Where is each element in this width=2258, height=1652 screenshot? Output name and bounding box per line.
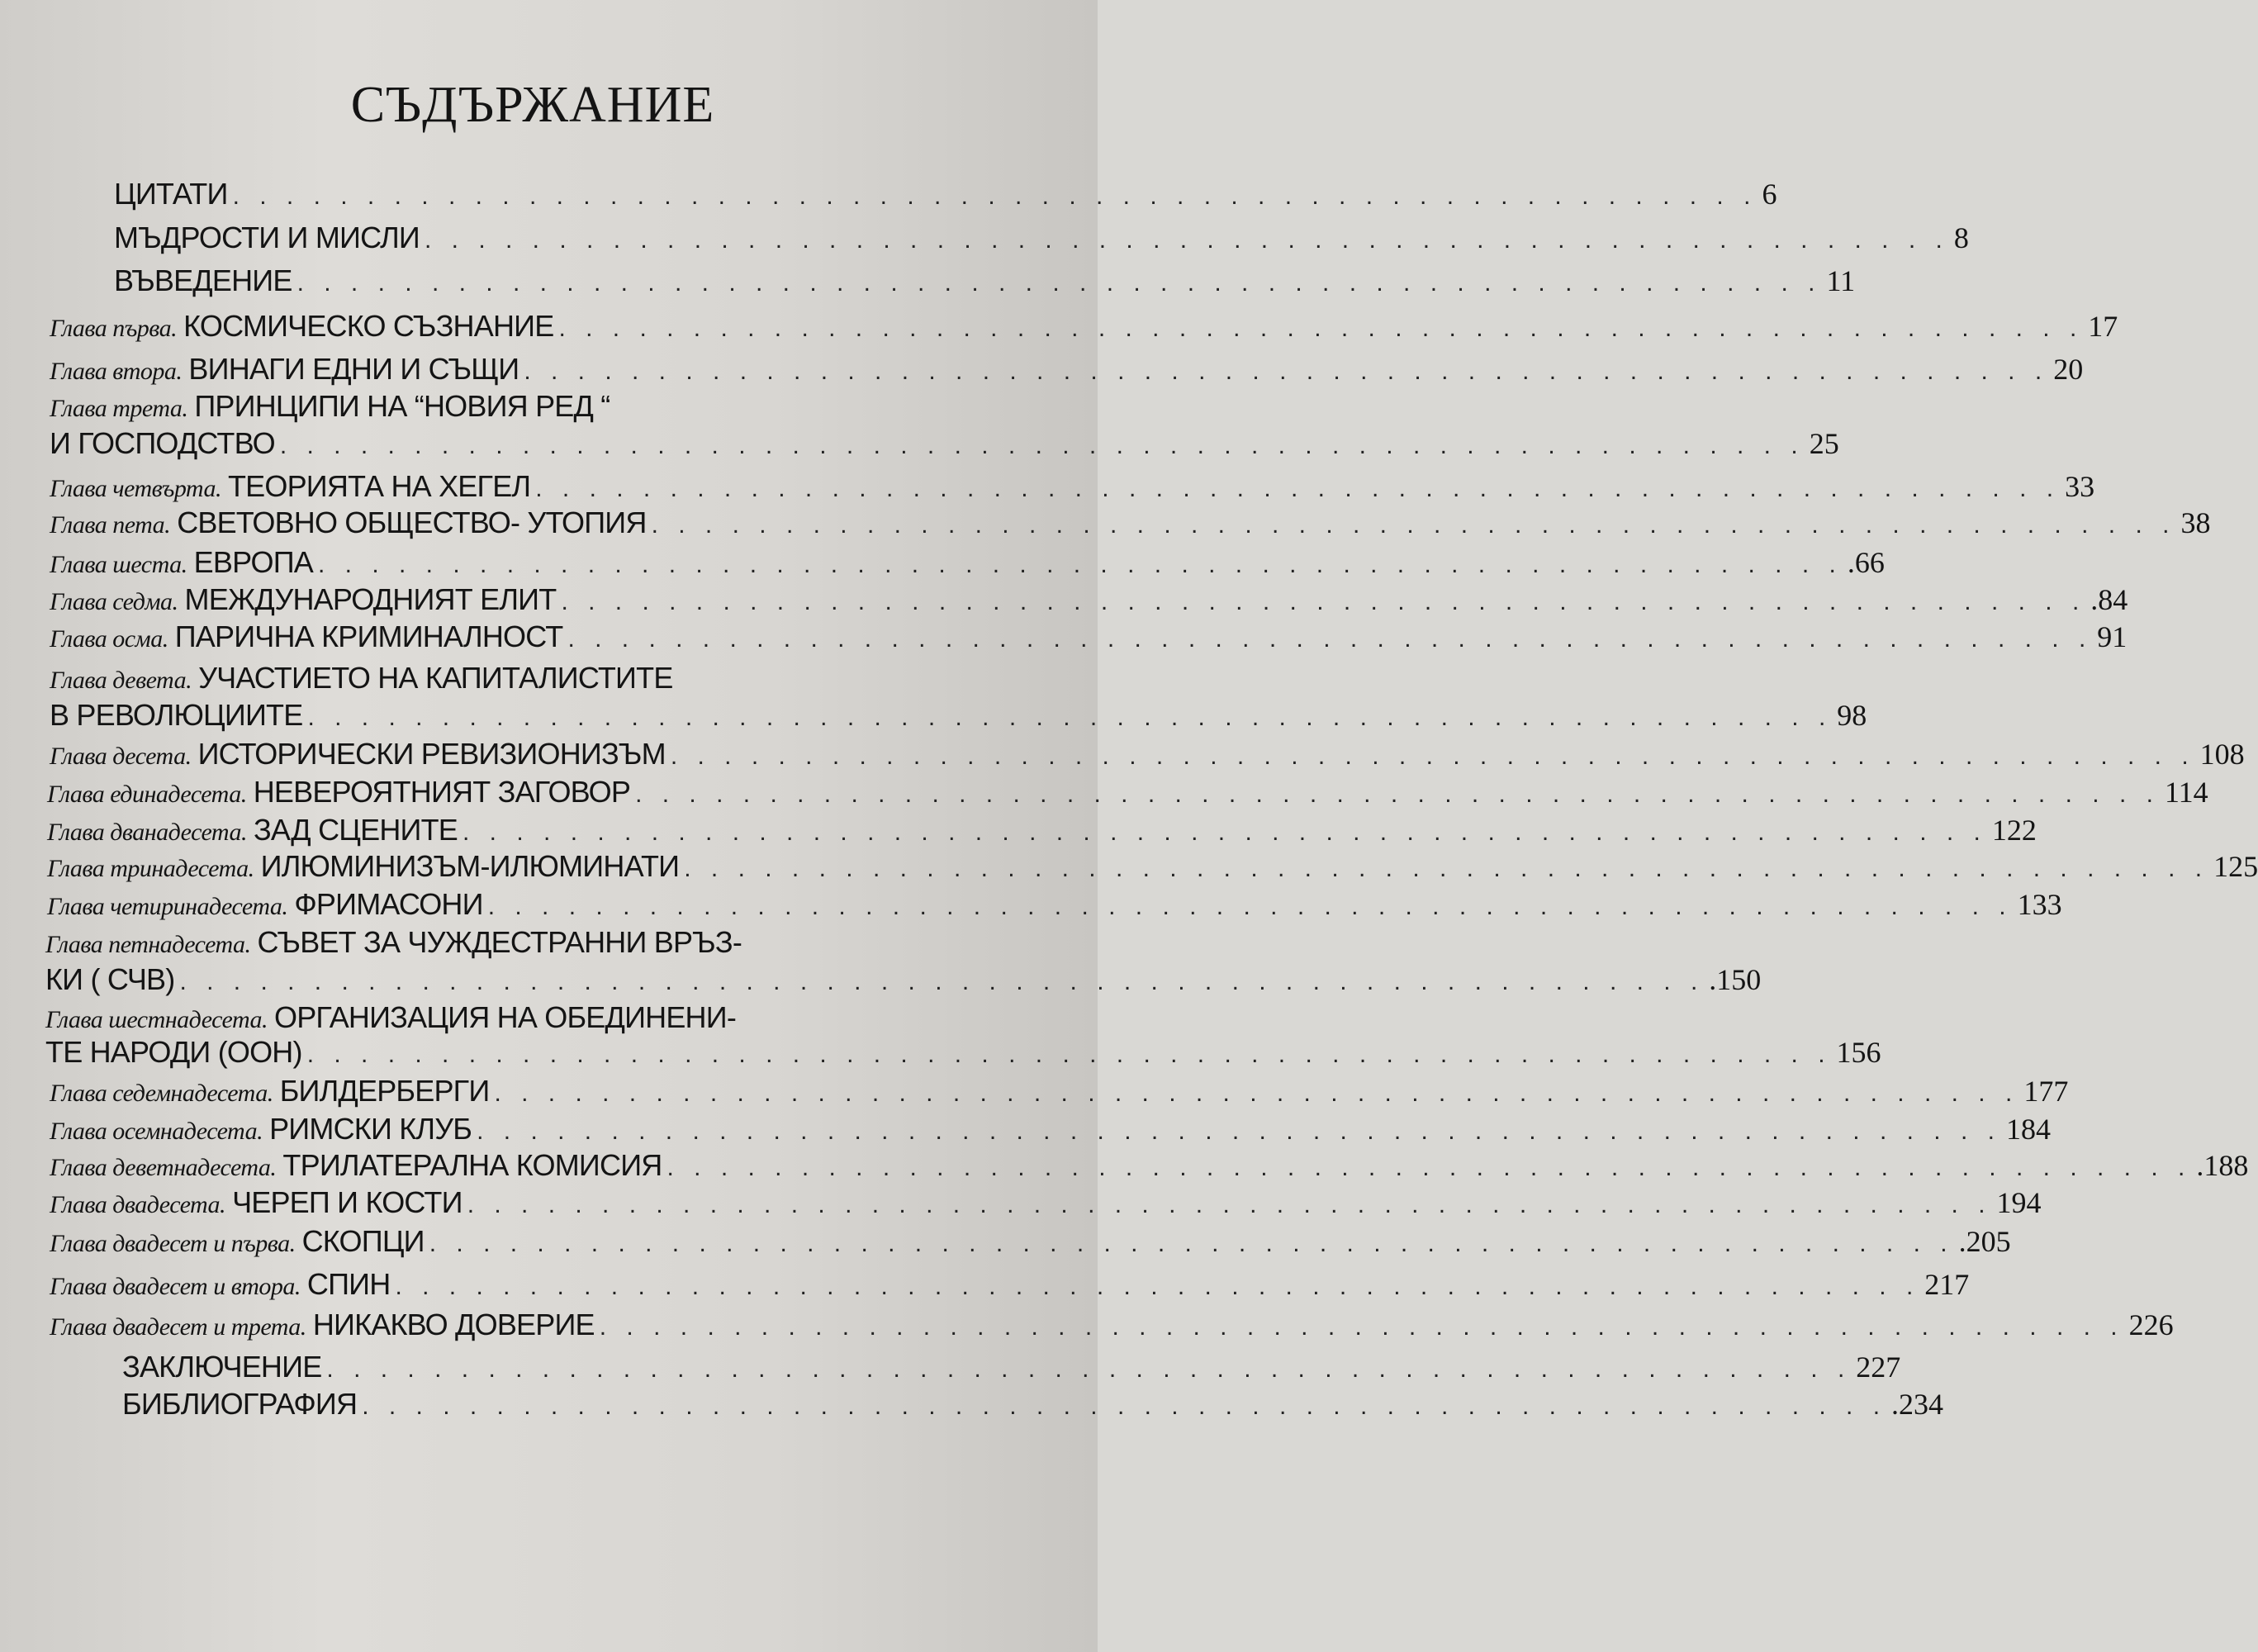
toc-entry [50, 1148, 2249, 1183]
toc-entry-continuation [45, 962, 1762, 997]
dot-leader: . . . . . . . . . . . . . . . . . . . . . . . . . . . . . . . . . . . . . . . . . . . . . . . . . . . . . . . . . [463, 819, 1987, 846]
chapter-title-continuation: КИ ( СЧВ) [45, 962, 175, 996]
dot-leader: . . . . . . . . . . . . . . . . . . . . . . . . . . . . . . . . . . . . . . . . . . . . . . . . . . . . . . . . . [477, 1118, 2001, 1145]
page-number: .205 [1958, 1225, 2011, 1258]
page-number: 38 [2180, 506, 2211, 539]
chapter-title: НИКАКВО ДОВЕРИЕ [312, 1308, 595, 1341]
chapter-title: ИЛЮМИНИЗЪМ-ИЛЮМИНАТИ [260, 849, 680, 883]
dot-leader: . . . . . . . . . . . . . . . . . . . . . . . . . . . . . . . . . . . . . . . . . . . . . . . . . . . . . . . . . [567, 625, 2093, 653]
toc-entry [50, 1074, 2069, 1108]
chapter-title: ЗАКЛЮЧЕНИЕ [122, 1350, 322, 1384]
chapter-title: БИЛДЕРБЕРГИ [279, 1074, 490, 1108]
dot-leader: . . . . . . . . . . . . . . . . . . . . . . . . . . . . . . . . . . . . . . . . . . . . . . . . . . . . . . . . . [561, 588, 2086, 615]
chapter-prefix: Глава двадесет и първа. [50, 1230, 296, 1257]
toc-entry [50, 582, 2128, 617]
toc-entry [114, 263, 1856, 298]
chapter-prefix: Глава девета. [50, 667, 192, 694]
page-title: СЪДЪРЖАНИЕ [350, 77, 715, 133]
chapter-title: ПРИНЦИПИ НА “НОВИЯ РЕД “ [194, 389, 610, 423]
chapter-prefix: Глава шеста. [50, 551, 187, 578]
toc-entry [122, 1387, 1944, 1422]
chapter-title-continuation: ТЕ НАРОДИ (ООН) [45, 1035, 302, 1069]
chapter-title: ЦИТАТИ [114, 177, 228, 211]
dot-leader: . . . . . . . . . . . . . . . . . . . . . . . . . . . . . . . . . . . . . . . . . . . . . . . . . . . . . . . . . [318, 551, 1843, 578]
page-number: 114 [2164, 776, 2208, 809]
chapter-title-continuation: И ГОСПОДСТВО [50, 426, 275, 460]
toc-entry [50, 469, 2095, 504]
chapter-prefix: Глава трета. [50, 395, 188, 422]
page-number: 98 [1837, 699, 1867, 732]
chapter-prefix: Глава двадесет и втора. [50, 1273, 301, 1300]
chapter-title: СВЕТОВНО ОБЩЕСТВО- УТОПИЯ [177, 506, 647, 539]
chapter-prefix: Глава осемнадесета. [50, 1118, 263, 1145]
toc-entry [50, 661, 673, 695]
chapter-title: ВЪВЕДЕНИЕ [114, 263, 292, 297]
chapter-prefix: Глава десета. [50, 743, 192, 770]
chapter-title: ТЕОРИЯТА НА ХЕГЕЛ [227, 469, 531, 503]
page-number: 17 [2088, 310, 2118, 343]
toc-entry [45, 1000, 736, 1035]
page-number: .188 [2196, 1149, 2249, 1182]
dot-leader: . . . . . . . . . . . . . . . . . . . . . . . . . . . . . . . . . . . . . . . . . . . . . . . . . . . . . . . . . [558, 315, 2084, 342]
dot-leader: . . . . . . . . . . . . . . . . . . . . . . . . . . . . . . . . . . . . . . . . . . . . . . . . . . . . . . . . . [487, 893, 2013, 920]
chapter-prefix: Глава двадесет и трета. [50, 1313, 306, 1341]
chapter-title: СЪВЕТ ЗА ЧУЖДЕСТРАННИ ВРЪЗ- [257, 925, 742, 959]
chapter-prefix: Глава седма. [50, 588, 178, 615]
dot-leader: . . . . . . . . . . . . . . . . . . . . . . . . . . . . . . . . . . . . . . . . . . . . . . . . . . . . . . . . . [296, 269, 1822, 297]
page-number: .66 [1847, 546, 1885, 579]
toc-entry [45, 925, 742, 960]
dot-leader: . . . . . . . . . . . . . . . . . . . . . . . . . . . . . . . . . . . . . . . . . . . . . . . . . . . . . . . . . [467, 1191, 1992, 1218]
toc-entry [50, 620, 2128, 654]
chapter-title: СКОПЦИ [301, 1224, 425, 1258]
toc-entry [122, 1350, 1901, 1384]
chapter-title: ЕВРОПА [193, 545, 313, 579]
page-number: 33 [2065, 470, 2095, 503]
dot-leader: . . . . . . . . . . . . . . . . . . . . . . . . . . . . . . . . . . . . . . . . . . . . . . . . . . . . . . . . . [670, 743, 2195, 770]
page-number: 91 [2097, 620, 2128, 653]
dot-leader: . . . . . . . . . . . . . . . . . . . . . . . . . . . . . . . . . . . . . . . . . . . . . . . . . . . . . . . . . [326, 1355, 1852, 1383]
page-number: 25 [1809, 427, 1839, 460]
chapter-prefix: Глава дванадесета. [47, 819, 247, 846]
toc-entry-continuation [50, 426, 1839, 461]
chapter-prefix: Глава четвърта. [50, 475, 221, 502]
chapter-title-continuation: В РЕВОЛЮЦИИТЕ [50, 698, 303, 732]
chapter-prefix: Глава тринадесета. [47, 855, 254, 882]
dot-leader: . . . . . . . . . . . . . . . . . . . . . . . . . . . . . . . . . . . . . . . . . . . . . . . . . . . . . . . . . [306, 1041, 1832, 1068]
toc-entry [47, 775, 2208, 809]
dot-leader: . . . . . . . . . . . . . . . . . . . . . . . . . . . . . . . . . . . . . . . . . . . . . . . . . . . . . . . . . [429, 1230, 1954, 1257]
chapter-title: БИБЛИОГРАФИЯ [122, 1387, 358, 1421]
dot-leader: . . . . . . . . . . . . . . . . . . . . . . . . . . . . . . . . . . . . . . . . . . . . . . . . . . . . . . . . . [684, 855, 2209, 882]
page-number: 227 [1856, 1351, 1901, 1384]
toc-entry [50, 1185, 2042, 1220]
toc-entry [50, 352, 2084, 387]
chapter-prefix: Глава деветнадесета. [50, 1154, 277, 1181]
chapter-prefix: Глава втора. [50, 358, 183, 385]
toc-entry [50, 1308, 2174, 1342]
page-number: 226 [2128, 1308, 2174, 1341]
toc-entry [50, 737, 2245, 771]
page-number: 194 [1996, 1186, 2042, 1219]
dot-leader: . . . . . . . . . . . . . . . . . . . . . . . . . . . . . . . . . . . . . . . . . . . . . . . . . . . . . . . . . [494, 1080, 2019, 1107]
chapter-title: КОСМИЧЕСКО СЪЗНАНИЕ [183, 309, 554, 343]
dot-leader: . . . . . . . . . . . . . . . . . . . . . . . . . . . . . . . . . . . . . . . . . . . . . . . . . . . . . . . . . [279, 432, 1805, 459]
chapter-title: УЧАСТИЕТО НА КАПИТАЛИСТИТЕ [198, 661, 673, 695]
toc-entry [47, 849, 2258, 884]
toc-entry [114, 177, 1777, 211]
toc-entry [50, 545, 1885, 580]
toc-entry [47, 887, 2062, 922]
chapter-prefix: Глава петнадесета. [45, 931, 251, 958]
toc-entry [50, 1224, 2011, 1259]
dot-leader: . . . . . . . . . . . . . . . . . . . . . . . . . . . . . . . . . . . . . . . . . . . . . . . . . . . . . . . . . [535, 475, 2061, 502]
page-number: 133 [2017, 888, 2062, 921]
dot-leader: . . . . . . . . . . . . . . . . . . . . . . . . . . . . . . . . . . . . . . . . . . . . . . . . . . . . . . . . . [425, 226, 1949, 254]
page-number: .84 [2090, 583, 2128, 616]
chapter-title: ВИНАГИ ЕДНИ И СЪЩИ [188, 352, 519, 386]
toc-entry [50, 389, 610, 424]
dot-leader: . . . . . . . . . . . . . . . . . . . . . . . . . . . . . . . . . . . . . . . . . . . . . . . . . . . . . . . . . [179, 968, 1705, 995]
chapter-prefix: Глава осма. [50, 625, 168, 653]
chapter-title: СПИН [306, 1267, 391, 1301]
chapter-prefix: Глава шестнадесета. [45, 1006, 268, 1033]
page-number: .150 [1709, 963, 1762, 996]
chapter-title: ФРИМАСОНИ [294, 887, 483, 921]
chapter-title: НЕВЕРОЯТНИЯТ ЗАГОВОР [253, 775, 631, 809]
chapter-title: ПАРИЧНА КРИМИНАЛНОСТ [174, 620, 563, 653]
page-number: .234 [1891, 1388, 1944, 1421]
page-number: 6 [1762, 178, 1777, 211]
chapter-title: ЧЕРЕП И КОСТИ [232, 1185, 463, 1219]
chapter-title: ИСТОРИЧЕСКИ РЕВИЗИОНИЗЪМ [197, 737, 666, 771]
page-number: 20 [2053, 353, 2084, 386]
chapter-title: ЗАД СЦЕНИТЕ [253, 813, 458, 847]
toc-entry [50, 506, 2211, 540]
page-number: 125 [2213, 850, 2258, 883]
page-number: 184 [2005, 1113, 2051, 1146]
chapter-title: РИМСКИ КЛУБ [269, 1112, 472, 1146]
page-number: 156 [1836, 1036, 1881, 1069]
dot-leader: . . . . . . . . . . . . . . . . . . . . . . . . . . . . . . . . . . . . . . . . . . . . . . . . . . . . . . . . . [666, 1154, 2192, 1181]
chapter-prefix: Глава седемнадесета. [50, 1080, 273, 1107]
toc-entry [47, 813, 2037, 847]
dot-leader: . . . . . . . . . . . . . . . . . . . . . . . . . . . . . . . . . . . . . . . . . . . . . . . . . . . . . . . . . [362, 1393, 1887, 1420]
toc-entry [114, 221, 1969, 255]
page-number: 122 [1991, 814, 2037, 847]
dot-leader: . . . . . . . . . . . . . . . . . . . . . . . . . . . . . . . . . . . . . . . . . . . . . . . . . . . . . . . . . [395, 1273, 1920, 1300]
page-number: 108 [2199, 738, 2245, 771]
page-number: 177 [2023, 1075, 2069, 1108]
chapter-title: ТРИЛАТЕРАЛНА КОМИСИЯ [282, 1148, 662, 1182]
toc-entry [50, 309, 2118, 344]
chapter-prefix: Глава двадесета. [50, 1191, 226, 1218]
toc-entry [50, 1112, 2051, 1146]
chapter-prefix: Глава първа. [50, 315, 178, 342]
dot-leader: . . . . . . . . . . . . . . . . . . . . . . . . . . . . . . . . . . . . . . . . . . . . . . . . . . . . . . . . . [307, 704, 1833, 731]
dot-leader: . . . . . . . . . . . . . . . . . . . . . . . . . . . . . . . . . . . . . . . . . . . . . . . . . . . . . . . . . [635, 781, 2160, 808]
chapter-title: ОРГАНИЗАЦИЯ НА ОБЕДИНЕНИ- [274, 1000, 737, 1034]
chapter-title: МЕЖДУНАРОДНИЯТ ЕЛИТ [184, 582, 557, 616]
page-number: 11 [1826, 264, 1856, 297]
chapter-prefix: Глава четиринадесета. [47, 893, 288, 920]
chapter-prefix: Глава единадесета. [47, 781, 247, 808]
toc-entry-continuation [45, 1035, 1881, 1070]
chapter-title: МЪДРОСТИ И МИСЛИ [114, 221, 420, 254]
toc-entry [50, 1267, 1970, 1302]
dot-leader: . . . . . . . . . . . . . . . . . . . . . . . . . . . . . . . . . . . . . . . . . . . . . . . . . . . . . . . . . [232, 183, 1758, 210]
page-number: 8 [1953, 221, 1969, 254]
page-number: 217 [1924, 1268, 1970, 1301]
dot-leader: . . . . . . . . . . . . . . . . . . . . . . . . . . . . . . . . . . . . . . . . . . . . . . . . . . . . . . . . . [524, 358, 2049, 385]
dot-leader: . . . . . . . . . . . . . . . . . . . . . . . . . . . . . . . . . . . . . . . . . . . . . . . . . . . . . . . . . [651, 511, 2176, 539]
dot-leader: . . . . . . . . . . . . . . . . . . . . . . . . . . . . . . . . . . . . . . . . . . . . . . . . . . . . . . . . . [599, 1313, 2124, 1341]
toc-entry-continuation [50, 698, 1867, 733]
chapter-prefix: Глава пета. [50, 511, 171, 539]
